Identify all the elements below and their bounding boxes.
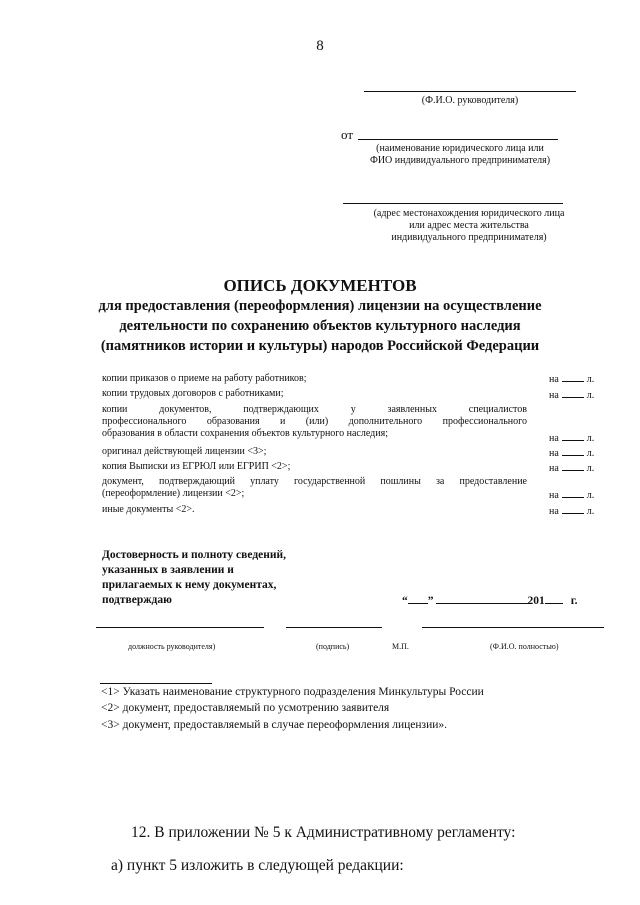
- sheet-suffix: л.: [586, 374, 595, 385]
- full-name-line: [422, 627, 604, 628]
- list-item-text: иные документы <2>.: [102, 504, 195, 515]
- sheet-count: [549, 462, 609, 475]
- address-caption-2: или адрес места жительства: [409, 220, 529, 231]
- year-prefix: 201: [527, 595, 545, 607]
- footnote-separator: [100, 683, 212, 684]
- footnote: <2> документ, предоставляемый по усмотрению заявителя: [101, 702, 390, 714]
- sheet-count: [549, 505, 609, 518]
- list-item-text: копии трудовых договоров с работниками;: [102, 388, 284, 399]
- full-name-label: (Ф.И.О. полностью): [490, 642, 559, 651]
- document-subtitle-3: (памятников истории и культуры) народов Российской Федерации: [100, 338, 540, 354]
- document-subtitle-2: деятельности по сохранению объектов культурного наследия: [119, 318, 521, 334]
- date-quote-close: ”: [427, 595, 434, 607]
- sheet-count: [549, 389, 609, 402]
- sheet-prefix: на: [549, 490, 559, 501]
- list-item-text: профессионального образования и (или) дополнительного профессионального: [102, 416, 527, 427]
- org-name-line: [358, 139, 558, 140]
- sheet-count-blank: [562, 505, 584, 514]
- page-number: 8: [316, 38, 324, 54]
- attestation-line: подтверждаю: [102, 594, 172, 606]
- stamp-label: М.П.: [392, 642, 409, 651]
- date-field: [402, 593, 602, 607]
- attestation-line: указанных в заявлении и: [102, 564, 234, 576]
- list-item-text: копии приказов о приеме на работу работников;: [102, 373, 307, 384]
- sheet-count-blank: [562, 489, 584, 498]
- day-blank: [408, 593, 428, 604]
- signature-label: (подпись): [316, 642, 350, 651]
- sheet-suffix: л.: [586, 463, 595, 474]
- sheet-suffix: л.: [586, 490, 595, 501]
- address-line: [343, 203, 563, 204]
- org-caption-1: (наименование юридического лица или: [376, 143, 544, 154]
- sheet-suffix: л.: [586, 390, 595, 401]
- sheet-count: [549, 447, 609, 460]
- position-label: должность руководителя): [128, 642, 216, 651]
- list-item-text: образования в области сохранения объектов культурного наследия;: [102, 428, 388, 439]
- amendment-subpoint: а) пункт 5 изложить в следующей редакции:: [111, 857, 404, 874]
- sheet-count-blank: [562, 389, 584, 398]
- address-caption-1: (адрес местонахождения юридического лица: [373, 208, 565, 219]
- attestation-line: прилагаемых к нему документах,: [102, 579, 277, 591]
- sheet-prefix: на: [549, 390, 559, 401]
- sheet-prefix: на: [549, 506, 559, 517]
- sheet-count-blank: [562, 373, 584, 382]
- sheet-prefix: на: [549, 448, 559, 459]
- sheet-count: [549, 432, 609, 445]
- list-item-text: оригинал действующей лицензии <3>;: [102, 446, 267, 457]
- sheet-prefix: на: [549, 374, 559, 385]
- sheet-count: [549, 373, 609, 386]
- list-item-text: (переоформление) лицензии <2>;: [102, 488, 245, 499]
- sheet-suffix: л.: [586, 448, 595, 459]
- head-name-line: [364, 91, 576, 92]
- sheet-suffix: л.: [586, 433, 595, 444]
- year-blank: [545, 593, 563, 604]
- list-item-text: копии документов, подтверждающих у заявленных специалистов: [102, 404, 527, 415]
- org-caption-2: ФИО индивидуального предпринимателя): [369, 155, 551, 166]
- footnote: <1> Указать наименование структурного подразделения Минкультуры России: [101, 686, 484, 698]
- signature-line: [286, 627, 382, 628]
- sheet-suffix: л.: [586, 506, 595, 517]
- sheet-prefix: на: [549, 433, 559, 444]
- address-caption-3: индивидуального предпринимателя): [391, 232, 547, 243]
- list-item-text: копия Выписки из ЕГРЮЛ или ЕГРИП <2>;: [102, 461, 291, 472]
- sheet-prefix: на: [549, 463, 559, 474]
- sheet-count-blank: [562, 447, 584, 456]
- document-subtitle-1: для предоставления (переоформления) лицензии на осуществление: [98, 298, 542, 314]
- list-item-text: документ, подтверждающий уплату государственной пошлины за предоставление: [102, 476, 527, 487]
- footnote: <3> документ, предоставляемый в случае переоформления лицензии».: [101, 719, 448, 731]
- date-quote-open: “: [402, 595, 408, 607]
- year-suffix: г.: [570, 595, 578, 607]
- month-blank: [436, 593, 528, 604]
- sheet-count-blank: [562, 432, 584, 441]
- amendment-paragraph: 12. В приложении № 5 к Административному регламенту:: [131, 824, 516, 841]
- from-label: от: [341, 127, 354, 142]
- head-caption: (Ф.И.О. руководителя): [421, 95, 519, 106]
- sheet-count-blank: [562, 462, 584, 471]
- sheet-count: [549, 489, 609, 502]
- attestation-line: Достоверность и полноту сведений,: [102, 549, 286, 561]
- document-title: ОПИСЬ ДОКУМЕНТОВ: [223, 276, 417, 295]
- position-line: [96, 627, 264, 628]
